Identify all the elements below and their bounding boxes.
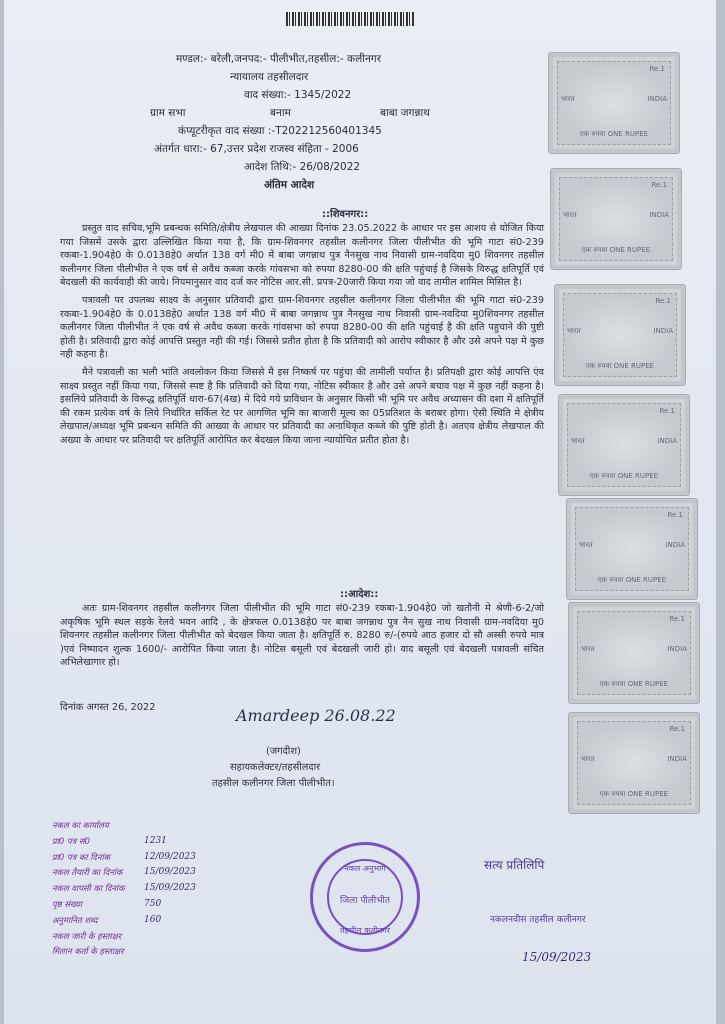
header-case-number: वाद संख्या:- 1345/2022 xyxy=(244,89,352,101)
versus-label: बनाम xyxy=(270,107,291,119)
header-order-date: आदेश तिथि:- 26/08/2022 xyxy=(244,161,361,173)
revenue-stamp: Re.1 भारत INDIA एक रुपया ONE RUPEE xyxy=(566,498,698,600)
order-date-line: दिनांक अगस्त 26, 2022 xyxy=(60,702,156,713)
ledger-row: प्रा0 पत्र सं0 1231 xyxy=(52,835,167,846)
paragraph-1: प्रस्तुत वाद सचिव,भूमि प्रबन्धक समिति/क्षेत्रीय लेखपाल की आख्या दिनांक 23.05.2022 के आधार पर इस आशय से योजित किया गया जिसमें उसके द्वारा उल्लिखित किया गया है, कि ग्राम-शिवनगर तहसील कलीनगर जिला पीलीभीत की भूमि गाटा सं0-239 रकबा-1.904हे0 के 0.0138हे0 अर्थात 138 वर्ग मी0 में बाबा जगन्नाथ पुत्र नैनसुख नाथ निवासी ग्राम-नवदिया मु0 शिवनगर तहसील कलीनगर जिला पीलीभीत ने एक वर्ष से अवैध कब्जा करके गांवसभा को रुपया 8280-00 की क्षति पहुंचाई है जिसके विरुद्ध क्षतिपूर्ति एवं बेदखली की कार्यवाही की जाये। नियमानुसार वाद दर्ज कर नोटिस आर.सी. प्रपत्र-20जारी किया गया जो वाद तामील शामिल मिसिल है। xyxy=(60,223,544,289)
barcode xyxy=(286,12,414,26)
certified-date: 15/09/2023 xyxy=(522,950,592,964)
order-operative xyxy=(60,602,544,670)
seal-middle-text: जिला पीलीभीत xyxy=(340,896,390,906)
ledger-row: मिलान कर्ता के हस्ताक्षर xyxy=(52,946,124,957)
certified-copy-label: सत्य प्रतिलिपि xyxy=(484,858,545,872)
officer-office: तहसील कलीनगर जिला पीलीभीत। xyxy=(212,778,335,789)
revenue-stamp: Re.1 भारत INDIA एक रुपया ONE RUPEE xyxy=(558,394,690,496)
officer-name: (जगदीश) xyxy=(266,746,301,757)
copy-office-ledger xyxy=(52,820,232,962)
ledger-row: नकल जारी के हस्ताक्षर xyxy=(52,930,122,941)
computerized-case-number: कंप्यूटरीकृत वाद संख्या :-T202212560401345 xyxy=(178,125,382,137)
ledger-row: नकल तैयारी का दिनांक 15/09/2023 xyxy=(52,867,196,878)
ledger-row: अनुमानित शब्द 160 xyxy=(52,914,162,925)
officer-designation: सहायकलेक्टर/तहसीलदार xyxy=(230,762,321,773)
seal-top-text: नकल अनुभाग xyxy=(344,864,386,873)
revenue-stamp: Re.1 भारत INDIA एक रुपया ONE RUPEE xyxy=(568,602,700,704)
document-page xyxy=(4,0,716,1024)
paragraph-4: अतः ग्राम-शिवनगर तहसील कलीनगर जिला पीलीभीत की भूमि गाटा सं0-239 रकबा-1.904हे0 जो खतौनी मे श्रेणी-6-2/जो अकृषिक भूमि स्थल सड़के रेलवे भवन आदि , के क्षेत्रफल 0.0138हे0 पर बाबा जगन्नाथ पुत्र नैन सुख नाथ निवासी ग्राम-नवदिया मु0 शिवनगर तहसील कलीनगर जिला पीलीभीत को बेदखल किया जाता है। क्षतिपूर्ति रु. 8280 रु/-(रुपये आठ हजार दो सौ अस्सी रुपये मात्र )एवं निष्पादन शुल्क 1600/- आरोपित किया जाता है। नोटिस बसूली एवं बेदखली जारी हो। वाद बसूली एवं बेदखली पत्रावली संचित अभिलेखागार हो। xyxy=(60,603,544,669)
officer-signature: Amardeep 26.08.22 xyxy=(236,706,396,725)
seal-bottom-text: तहसील कलीनगर xyxy=(339,926,391,935)
order-body xyxy=(60,222,544,448)
ledger-row: प्रा0 पत्र का दिनांक 12/09/2023 xyxy=(52,851,196,862)
copyist-office: नकलनवीस तहसील कलीनगर xyxy=(490,915,586,925)
revenue-stamp: Re.1 भारत INDIA एक रुपया ONE RUPEE xyxy=(554,284,686,386)
village-heading: ::शिवनगर:: xyxy=(322,209,369,220)
party-plaintiff: ग्राम सभा xyxy=(150,107,186,119)
ledger-row: पृष्ठ संख्या 750 xyxy=(52,898,162,909)
ledger-row: नकल वापसी का दिनांक 15/09/2023 xyxy=(52,883,196,894)
header-section: अंतर्गत धारा:- 67,उत्तर प्रदेश राजस्व संहिता - 2006 xyxy=(154,143,359,155)
revenue-stamp: Re.1 भारत INDIA एक रुपया ONE RUPEE xyxy=(568,712,700,814)
office-seal xyxy=(310,842,420,952)
header-court: न्यायालय तहसीलदार xyxy=(230,71,309,83)
header-final-order: अंतिम आदेश xyxy=(264,179,315,191)
paragraph-2: पत्रावली पर उपलब्ध साक्ष्य के अनुसार प्रतिवादी द्वारा ग्राम-शिवनगर तहसील कलीनगर जिला पीलीभीत की भूमि गाटा सं0-239 रकबा-1.904हे0 के 0.0138हे0 अर्थात 138 वर्ग मी0 में बाबा जगन्नाथ पुत्र नैनसुख नाथ निवासी ग्राम-नवदिया मु0शिवनगर तहसील कलीनगर जिला पीलीभीत ने एक वर्ष से अवैध कब्जा करके गांवसभा को रुपया 8280-00 की क्षति पहुंचाई है की क्षति पहुचाने की पुष्टी होती है। प्रतिवादी द्वारा कोई आपत्ति प्रस्तुत नही की गई। जिससे प्रतीत होता है कि प्रतिवादी को आरोप स्वीकार है और उसे अपने पक्ष मे कुछ नही कहना है। xyxy=(60,294,544,361)
revenue-stamp: Re.1 भारत INDIA एक रुपया ONE RUPEE xyxy=(548,52,680,154)
party-defendant: बाबा जगन्नाथ xyxy=(380,107,430,119)
ledger-row: नकल का कार्यालय xyxy=(52,820,109,830)
order-heading: ::आदेश:: xyxy=(340,589,379,600)
revenue-stamps-column xyxy=(548,52,698,832)
revenue-stamp: Re.1 भारत INDIA एक रुपया ONE RUPEE xyxy=(550,168,682,270)
header-jurisdiction: मण्डल:- बरेली,जनपद:- पीलीभीत,तहसील:- कलीनगर xyxy=(176,53,381,65)
paragraph-3: मैने पत्रावली का भली भांति अवलोकन किया जिससे मै इस निष्कर्ष पर पहुंचा की तामीली पर्याप्त है। प्रतिपक्षी द्वारा कोई आपत्ति एंव साक्ष्य प्रस्तुत नहीं किया गया, जिससे स्पष्ट है कि प्रतिवादी को दिया गया, नोटिस स्वीकार है और उसे अपने बचाव पक्ष में कुछ नहीं कहना है। इसलिये प्रतिवादी के विरूद्ध क्षतिपूर्ति धारा-67(4ख) मे दिये गये प्राविधान के अनुसार किसी भी भूमि पर अवैध अध्यासन की दशा में क्षतिपूर्ति की रकम प्रत्येक वर्ष के लिये निर्धारित सर्किल रेट पर आगणित भूमि का बाजारी मूल्य का 05प्रतिशत के बराबर होगा। ऐसी स्थिति मे क्षेत्रीय लेखपाल/अध्यक्ष भूमि प्रबन्धन समिति की आख्या के आधार पर प्रतिवादी का अनाधिकृत कब्जे की पुष्टि होती है। अतएव क्षेत्रीय लेखपाल की अख्या के आधार पर प्रतिवादी पर क्षतिपूर्ति आरोपित कर बेदखल किया जाना न्यायोचित प्रतीत होता है। xyxy=(60,366,544,446)
